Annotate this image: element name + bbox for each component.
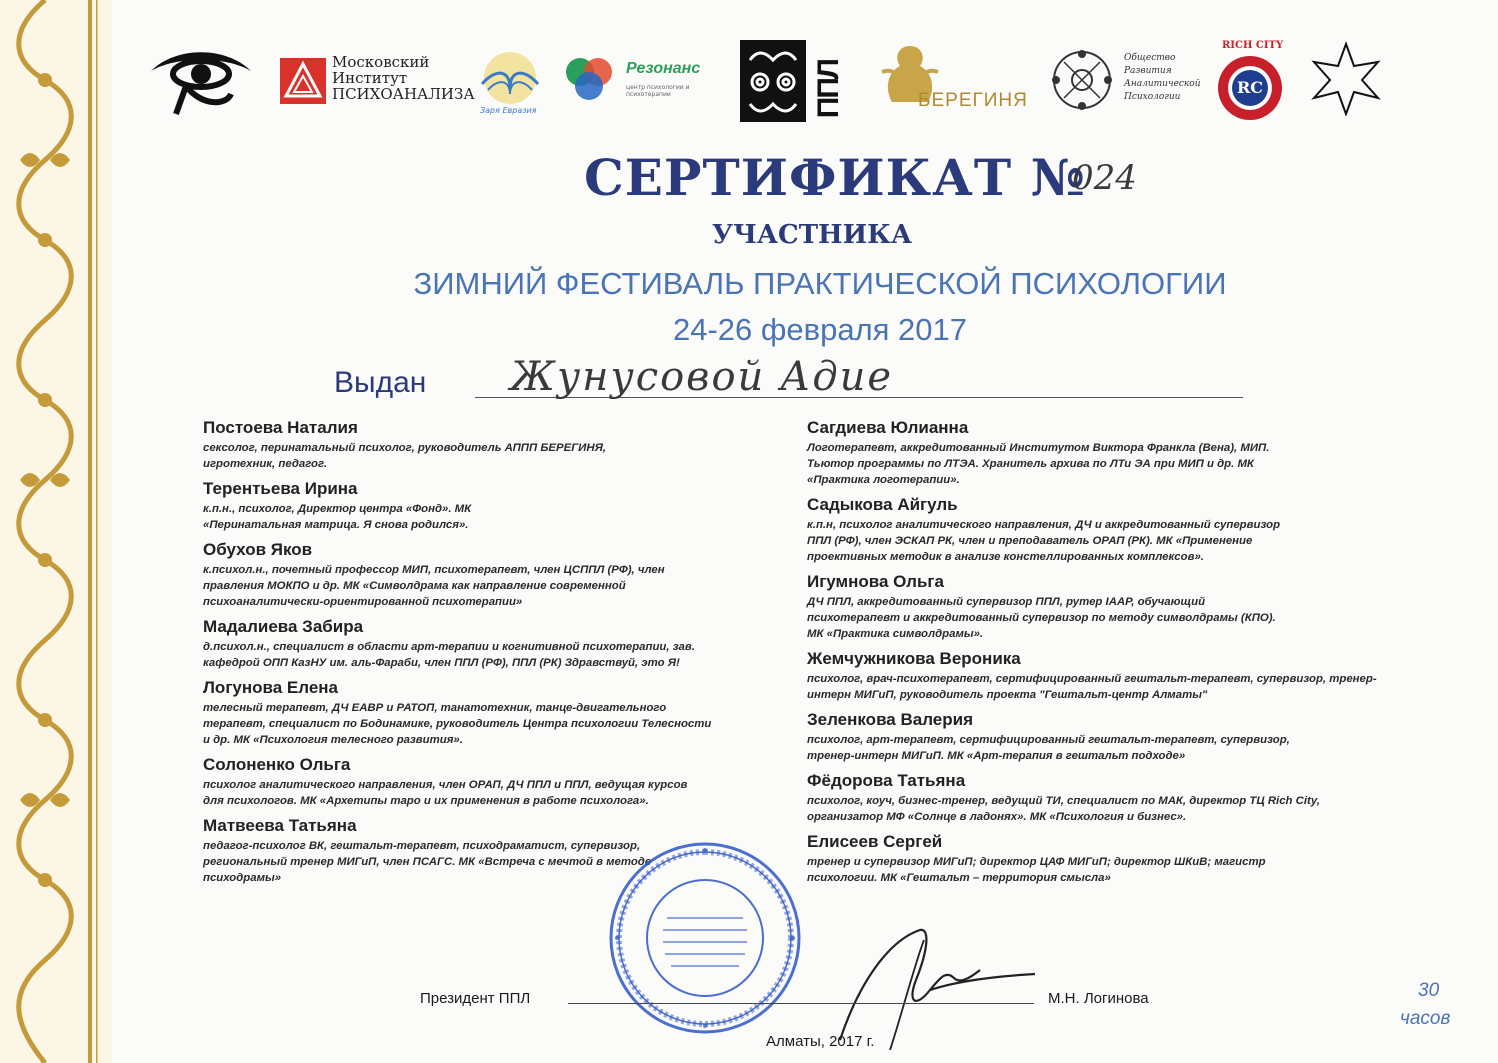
plp-logo (740, 40, 850, 122)
speaker-entry (203, 678, 793, 748)
speaker-name: Жемчужникова Вероника (807, 649, 1021, 668)
president-signature (820, 920, 1050, 1050)
orap-line-2: Развития (1124, 66, 1172, 76)
certificate-number: 024 (1072, 158, 1137, 198)
ornament-emblem-icon (740, 40, 806, 122)
speaker-entry (807, 495, 1397, 565)
orap-line-4: Психологии (1124, 92, 1181, 102)
official-seal-stamp (605, 838, 805, 1038)
speaker-description: к.психол.н., почетный профессор МИП, психотерапевт, член ЦСППЛ (РФ), член правления МОКПО и др. МК «Символдрама как направление современной психоаналитически-ориентированной психотерапии» (203, 564, 665, 608)
speaker-description: психолог, врач-психотерапевт, сертифицированный гештальт-терапевт, супервизор, тренер-интерн МИГиП, руководитель проекта "Гештальт-центр Алматы" (807, 673, 1377, 701)
hours-number: 30 (1418, 980, 1440, 1001)
mip-line-3: ПСИХОАНАЛИЗА (332, 85, 475, 103)
president-name: М.Н. Логинова (1048, 990, 1149, 1007)
hours-label: часов (1400, 1008, 1451, 1029)
speaker-entry (203, 479, 793, 533)
rich-city-label: RICH CITY (1222, 40, 1284, 51)
speaker-name: Логунова Елена (203, 678, 338, 697)
mip-emblem-icon (280, 58, 326, 104)
eye-of-horus-icon (146, 46, 256, 116)
speaker-name: Фёдорова Татьяна (807, 771, 966, 790)
speaker-entry (203, 540, 793, 610)
speaker-name: Елисеев Сергей (807, 832, 943, 851)
speaker-description: сексолог, перинатальный психолог, руководитель АППП БЕРЕГИНЯ, игротехник, педагог. (203, 442, 607, 470)
speaker-name: Обухов Яков (203, 540, 313, 559)
issued-to-name: Жунусовой Адие (510, 354, 894, 400)
rc-label: RC (1236, 78, 1264, 97)
speaker-name: Садыкова Айгуль (807, 495, 958, 514)
speaker-name: Зеленкова Валерия (807, 710, 973, 729)
speaker-entry (203, 755, 793, 809)
speaker-entry (807, 832, 1397, 886)
speaker-description: психолог аналитического направления, член ОРАП, ДЧ ППЛ и ППЛ, ведущая курсов для психологов. МК «Архетипы таро и их применения в работе психолога». (203, 779, 688, 807)
speakers-right-column (807, 418, 1397, 893)
speaker-description: д.психол.н., специалист в области арт-терапии и когнитивной психотерапии, зав. кафедрой ОПП КазНУ им. аль-Фараби, член ППЛ (РФ), ППЛ (РК) Здравствуй, это Я! (203, 641, 695, 669)
orap-emblem-icon (1050, 48, 1114, 112)
speaker-description: ДЧ ППЛ, аккредитованный супервизор ППЛ, рутер IAAP, обучающий психотерапевт и аккредитованный супервизор по методу символдрамы (КПО). МК «Практика символдрамы». (807, 596, 1276, 640)
bereginya-label: БЕРЕГИНЯ (918, 90, 1028, 111)
zarya-label: Заря Евразия (480, 106, 537, 115)
mip-logo (280, 52, 475, 108)
logos-row (140, 38, 1390, 128)
ornamental-border (0, 0, 112, 1063)
speaker-description: к.п.н, психолог аналитического направления, ДЧ и аккредитованный супервизор ППЛ (РФ), член ЭСКАП РК, член и преподаватель ОРАП (РК). МК «Применение проективных методик в анализе констеллированных комплексов». (807, 519, 1281, 563)
rezonans-emblem-icon (562, 52, 618, 104)
city-year: Алматы, 2017 г. (766, 1033, 875, 1050)
speaker-description: психолог, коуч, бизнес-тренер, ведущий ТИ, специалист по МАК, директор ТЦ Rich City, организатор МФ «Солнце в ладонях». МК «Психология и бизнес». (807, 795, 1320, 823)
speaker-name: Постоева Наталия (203, 418, 358, 437)
bereginya-logo (878, 42, 1038, 122)
speaker-description: телесный терапевт, ДЧ ЕАВР и РАТОП, танатотехник, танце-двигательного терапевт, специалист по Бодинамике, руководитель Центра психологии Телесности и др. МК «Психология телесного развития». (203, 702, 712, 746)
speaker-name: Сагдиева Юлианна (807, 418, 969, 437)
speaker-entry (807, 418, 1397, 488)
president-label: Президент ППЛ (420, 990, 531, 1007)
event-dates: 24-26 февраля 2017 (672, 312, 968, 347)
speakers-left-column (203, 418, 793, 893)
speaker-name: Матвеева Татьяна (203, 816, 357, 835)
certificate-title-text: СЕРТИФИКАТ № (584, 148, 1086, 207)
participant-label: УЧАСТНИКА (711, 220, 912, 250)
speaker-description: психолог, арт-терапевт, сертифицированный гештальт-терапевт, супервизор, тренер-интерн МИГиП. МК «Арт-терапия в гештальт подходе» (807, 734, 1290, 762)
rezonans-sublabel: центр психологии и психотерапии (626, 84, 690, 98)
speaker-name: Игумнова Ольга (807, 572, 944, 591)
orap-logo (1050, 48, 1200, 114)
orap-line-1: Общество (1124, 53, 1176, 63)
rezonans-label: Резонанс (626, 60, 701, 77)
zarya-logo (476, 48, 544, 118)
speaker-name: Мадалиева Забира (203, 617, 364, 636)
rezonans-logo (562, 52, 722, 108)
speaker-description: к.п.н., психолог, Директор центра «Фонд». МК «Перинатальная матрица. Я снова родился». (203, 503, 472, 531)
mip-line-1: Московский (332, 53, 430, 71)
event-title: ЗИМНИЙ ФЕСТИВАЛЬ ПРАКТИЧЕСКОЙ ПСИХОЛОГИИ (413, 266, 1227, 301)
speaker-description: Логотерапевт, аккредитованный Институтом Виктора Франкла (Вена), МИП. Тьютор программы по ЛТЭА. Хранитель архива по ЛТи ЭА при МИП и др. МК «Практика логотерапии». (807, 442, 1270, 486)
speaker-entry (807, 649, 1397, 703)
speaker-entry (807, 572, 1397, 642)
plp-label: ППЛ (812, 60, 845, 119)
speaker-name: Солоненко Ольга (203, 755, 351, 774)
speaker-entry (807, 710, 1397, 764)
mip-line-2: Институт (332, 69, 408, 87)
speaker-description: тренер и супервизор МИГиП; директор ЦАФ МИГиП; директор ШКиВ; магистр психологии. МК «Гештальт – территория смысла» (807, 856, 1266, 884)
speaker-entry (203, 617, 793, 671)
signature-line (568, 1003, 1034, 1004)
speaker-description: педагог-психолог ВК, гештальт-терапевт, психодраматист, супервизор, региональный тренер МИГиП, член ПСАГС. МК «Встреча с мечтой в методе психодрамы» (203, 840, 652, 884)
speaker-entry (203, 418, 793, 472)
speaker-entry (807, 771, 1397, 825)
orap-line-3: Аналитической (1124, 79, 1201, 89)
issued-label: Выдан (334, 366, 427, 399)
rich-city-logo (1214, 40, 1294, 124)
speaker-name: Терентьева Ирина (203, 479, 358, 498)
star-outline-icon (1308, 40, 1384, 116)
